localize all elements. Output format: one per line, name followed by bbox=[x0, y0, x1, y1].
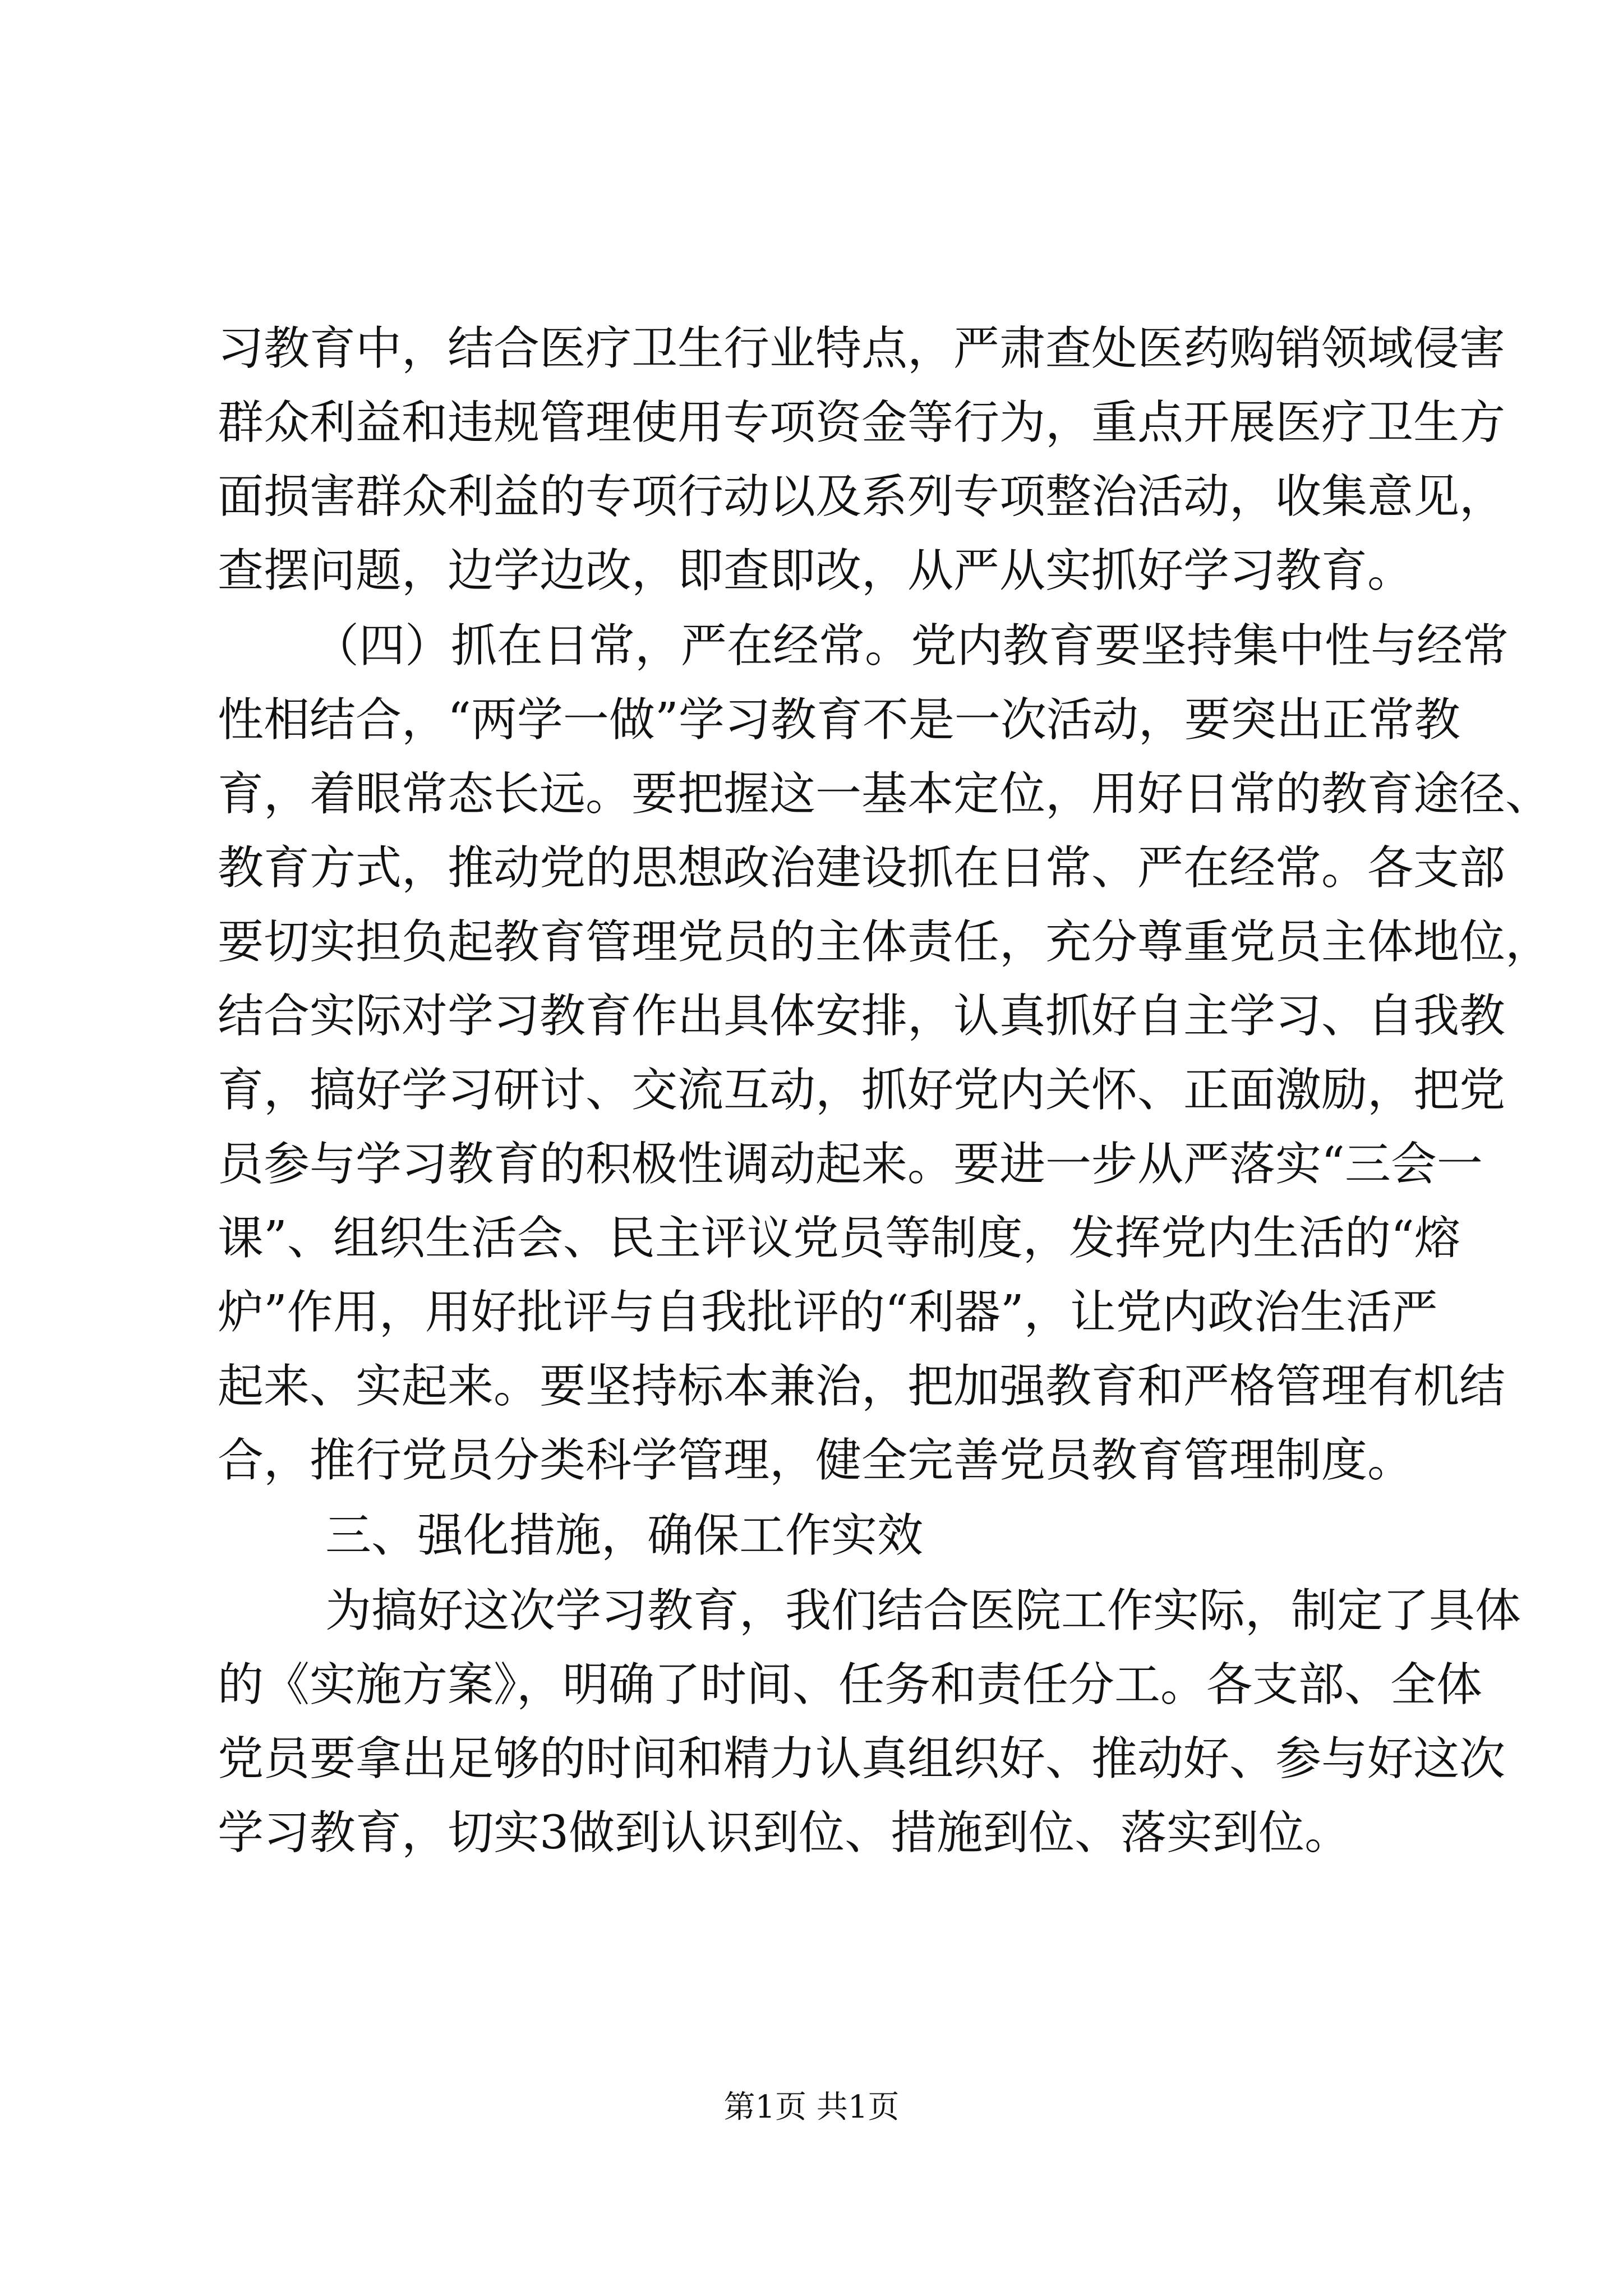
body-text-line: 起来、实起来。要坚持标本兼治，把加强教育和严格管理有机结 bbox=[218, 1360, 1506, 1413]
body-text-line: 性相结合，“两学一做”学习教育不是一次活动，要突出正常教 bbox=[218, 693, 1460, 747]
body-text-line: 为搞好这次学习教育，我们结合医院工作实际，制定了具体 bbox=[325, 1584, 1521, 1637]
body-text-line: 育，搞好学习研讨、交流互动，抓好党内关怀、正面激励，把党 bbox=[218, 1064, 1506, 1117]
body-text-line: 炉”作用，用好批评与自我批评的“利器”，让党内政治生活严 bbox=[218, 1286, 1438, 1339]
body-text-line: 合，推行党员分类科学管理，健全完善党员教育管理制度。 bbox=[218, 1434, 1414, 1487]
section-four-heading-line: （四）抓在日常，严在经常。党内教育要坚持集中性与经常 bbox=[313, 619, 1509, 673]
body-text-line: 育，着眼常态长远。要把握这一基本定位，用好日常的教育途径、 bbox=[218, 767, 1552, 821]
body-text-line: 课”、组织生活会、民主评议党员等制度，发挥党内生活的“熔 bbox=[218, 1212, 1460, 1265]
body-text-line: 群众利益和违规管理使用专项资金等行为，重点开展医疗卫生方 bbox=[218, 396, 1506, 449]
body-text-line: 查摆问题，边学边改，即查即改，从严从实抓好学习教育。 bbox=[218, 544, 1414, 597]
body-text-line: 教育方式，推动党的思想政治建设抓在日常、严在经常。各支部 bbox=[218, 841, 1506, 895]
body-text-line: 结合实际对学习教育作出具体安排，认真抓好自主学习、自我教 bbox=[218, 990, 1506, 1043]
page-number-footer: 第1页 共1页 bbox=[723, 2089, 900, 2125]
section-three-heading: 三、强化措施，确保工作实效 bbox=[325, 1509, 924, 1562]
body-text-line: 学习教育，切实3做到认识到位、措施到位、落实到位。 bbox=[218, 1806, 1351, 1860]
body-text-line: 员参与学习教育的积极性调动起来。要进一步从严落实“三会一 bbox=[218, 1138, 1483, 1191]
body-text-line: 面损害群众利益的专项行动以及系列专项整治活动，收集意见， bbox=[218, 470, 1506, 523]
body-text-line: 要切实担负起教育管理党员的主体责任，充分尊重党员主体地位， bbox=[218, 915, 1552, 969]
body-text-line: 习教育中，结合医疗卫生行业特点，严肃查处医药购销领域侵害 bbox=[218, 322, 1506, 375]
body-text-line: 的《实施方案》，明确了时间、任务和责任分工。各支部、全体 bbox=[218, 1658, 1483, 1711]
body-text-line: 党员要拿出足够的时间和精力认真组织好、推动好、参与好这次 bbox=[218, 1732, 1506, 1786]
